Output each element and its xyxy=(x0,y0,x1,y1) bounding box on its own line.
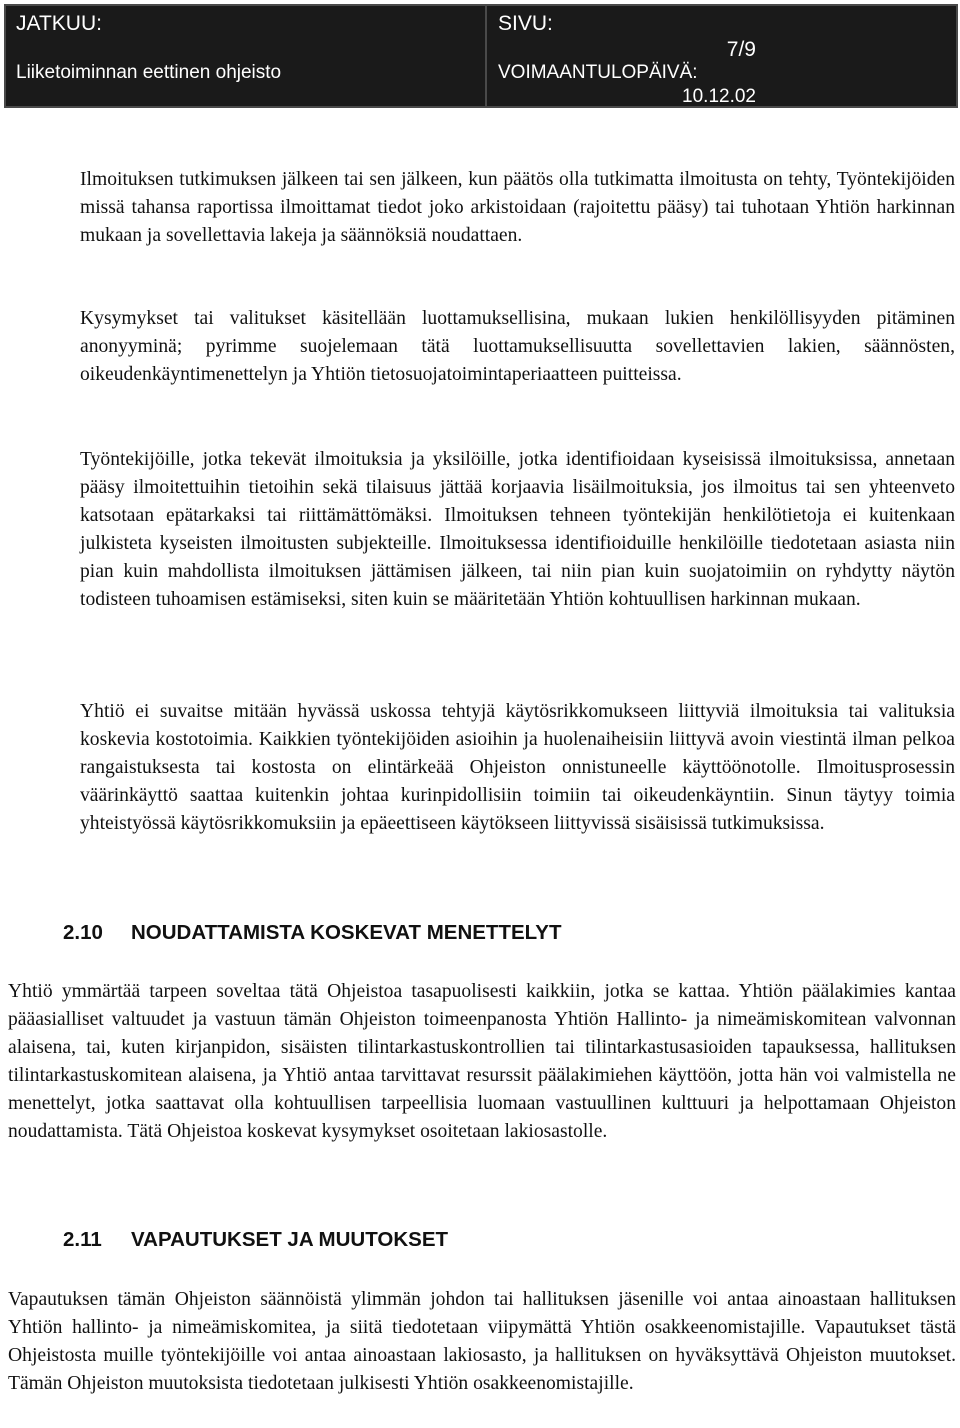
page-number: 7/9 xyxy=(726,38,756,61)
header-divider xyxy=(485,6,487,106)
paragraph-waivers-amendments: Vapautuksen tämän Ohjeiston säännöistä ylimmän johdon tai hallituksen jäsenille voi antaa ainoastaan hallituksen Yhtiön hallinto- ja nimeämiskomitea, ja siitä tiedotetaan viipymättä Yhtiön osakkeenomistajille. Vapautukset tästä Ohjeistosta muille työntekijöille voi antaa ainoastaan lakiosasto, ja hallituksen on hyväksyttävä Ohjeiston muutokset. Tämän Ohjeiston muutoksista tiedotetaan julkisesti Yhtiön osakkeenomistajille. xyxy=(8,1289,956,1394)
section-heading-compliance xyxy=(63,921,562,945)
section-number: 2.11 xyxy=(63,1228,102,1251)
paragraph-compliance-procedures: Yhtiö ymmärtää tarpeen soveltaa tätä Ohjeistoa tasapuolisesti kaikkiin, jotka se kattaa. Yhtiön päälakimies kantaa pääasialliset valtuudet ja vastuun tämän Ohjeiston toimeenpanosta Yhtiön Hallinto- ja nimeämiskomitean valvonnan alaisena, tai, kuten kirjanpidon, sisäisten tilintarkastuskontrollien tai tilintarkastusasioiden tapauksessa, hallituksen tilintarkastuskomitean alaisena, ja Yhtiö antaa tarvittavat resurssit päälakimiehen käyttöön, jotta hän voi valmistella ne menettelyt, jotka saattavat olla kohtuullisen tarpeellisia luomaan vastuullinen kulttuuri ja helpottamaan Ohjeiston noudattamista. Tätä Ohjeistoa koskevat kysymykset osoitetaan lakiosastolle. xyxy=(8,981,956,1142)
paragraph-non-retaliation: Yhtiö ei suvaitse mitään hyvässä uskossa tehtyjä käytösrikkomukseen liittyviä ilmoituksia tai valituksia koskevia kostotoimia. Kaikkien työntekijöiden asioihin ja huolenaiheisiin liittyvä avoin viestintä ilman pelkoa rangaistuksesta tai kostosta on elintärkeää Ohjeiston onnistuneelle käyttöönotolle. Ilmoitusprosessin väärinkäyttö saattaa kuitenkin johtaa kurinpidollisiin toimiin tai oikeudenkäyntiin. Sinun täytyy toimia yhteistyössä käytösrikkomuksiin ja epäeettiseen käytökseen liittyvissä sisäisissä tutkimuksissa. xyxy=(80,701,955,834)
paragraph-access-to-reports: Työntekijöille, jotka tekevät ilmoituksia ja yksilöille, jotka identifioidaan kyseisissä ilmoituksissa, annetaan pääsy ilmoitettuihin tietoihin sekä tilaisuus jättää korjaavia lisäilmoituksia, jos ilmoitus tai sen yhteenveto katsotaan epätarkaksi tai riittämättömäksi. Ilmoituksen tehneen työntekijän henkilötietoja ei kuitenkaan julkisteta kyseisten ilmoitusten subjekteille. Ilmoituksessa identifioiduille henkilöille tiedotetaan asiasta niin pian kuin mahdollista ilmoituksen jättämisen jälkeen, tai niin pian kuin suojatoimiin on ryhdytty näytön todisteen tuhoamisen estämiseksi, siten kuin se määritetään Yhtiön kohtuullisen harkinnan mukaan. xyxy=(80,449,955,610)
section-number: 2.10 xyxy=(63,921,103,944)
section-heading-waivers xyxy=(63,1228,448,1252)
effective-date: 10.12.02 xyxy=(682,86,756,107)
section-title: NOUDATTAMISTA KOSKEVAT MENETTELYT xyxy=(131,921,562,944)
section-title: VAPAUTUKSET JA MUUTOKSET xyxy=(131,1228,449,1251)
paragraph-report-retention: Ilmoituksen tutkimuksen jälkeen tai sen jälkeen, kun päätös olla tutkimatta ilmoitusta on tehty, Työntekijöiden missä tahansa raportissa ilmoittamat tiedot joko arkistoidaan (rajoitettu pääsy) tai tuhotaan Yhtiön harkinnan mukaan ja sovellettavia lakeja ja säännöksiä noudattaen. xyxy=(80,169,955,246)
page-label: SIVU: xyxy=(498,12,553,35)
paragraph-confidentiality: Kysymykset tai valitukset käsitellään luottamuksellisina, mukaan lukien henkilöllisyyden pitäminen anonyyminä; pyrimme suojelemaan tätä luottamuksellisuutta sovellettavien lakien, säännösten, oikeudenkäyntimenettelyn ja Yhtiön tietosuojatoimintaperiaatteen puitteissa. xyxy=(80,308,955,385)
effective-date-label: VOIMAANTULOPÄIVÄ: xyxy=(498,62,698,83)
document-header xyxy=(4,4,958,108)
continues-label: JATKUU: xyxy=(16,12,102,35)
document-title: Liiketoiminnan eettinen ohjeisto xyxy=(16,62,282,83)
